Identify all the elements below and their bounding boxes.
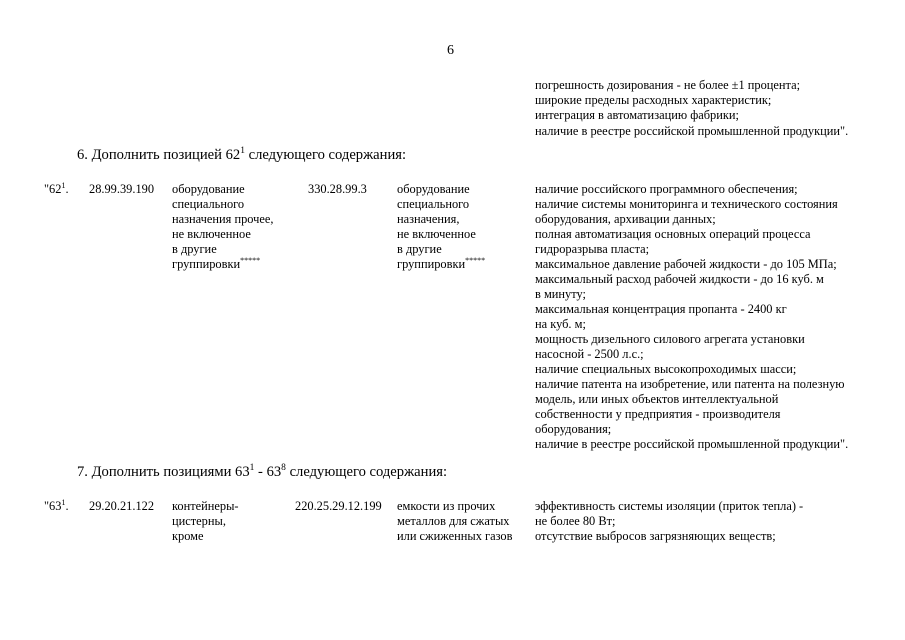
instruction-text: 6. Дополнить позицией 62: [77, 147, 241, 163]
page-number: 6: [447, 43, 454, 58]
requirement-line: максимальное давление рабочей жидкости - до 105 МПа;: [535, 257, 837, 271]
footnote-mark: *****: [465, 256, 486, 265]
requirement-line: оборудования, архивации данных;: [535, 212, 716, 226]
instruction-heading-6: [77, 146, 406, 164]
requirement-line: модель, или иных объектов интеллектуальной: [535, 392, 779, 406]
requirement-line: наличие системы мониторинга и технического состояния: [535, 197, 838, 211]
name-line: в другие: [172, 242, 217, 256]
name-line: цистерны,: [172, 514, 226, 528]
requirement-line: мощность дизельного силового агрегата установки: [535, 332, 805, 346]
requirement-line: наличие патента на изобретение, или патента на полезную: [535, 377, 845, 391]
second-code: 220.25.29.12.199: [295, 499, 382, 513]
position-number: [44, 182, 69, 197]
name-line: специального: [172, 197, 245, 211]
requirement-line: эффективность системы изоляции (приток тепла) -: [535, 499, 804, 513]
second-code: 330.28.99.3: [308, 182, 367, 196]
instruction-text: следующего содержания:: [285, 464, 448, 480]
position-text: "62: [44, 182, 62, 196]
requirement-line: насосной - 2500 л.с.;: [535, 347, 644, 361]
requirement-line: отсутствие выбросов загрязняющих веществ;: [535, 529, 776, 543]
okpd2-code: 28.99.39.190: [89, 182, 155, 196]
requirement-line: собственности у предприятия - производителя: [535, 407, 781, 421]
name-line: специального: [397, 197, 470, 211]
requirement-line: гидроразрыва пласта;: [535, 242, 650, 256]
requirement-line: на куб. м;: [535, 317, 586, 331]
position-number: [44, 499, 69, 514]
name-line: назначения,: [397, 212, 460, 226]
position-text: .: [65, 182, 69, 196]
requirement-line: максимальная концентрация пропанта - 2400 кг: [535, 302, 787, 316]
requirement-line: широкие пределы расходных характеристик;: [535, 93, 772, 107]
superscript: 1: [249, 463, 255, 473]
position-text: .: [65, 499, 69, 513]
superscript: 1: [61, 498, 66, 507]
requirement-line: максимальный расход рабочей жидкости - до 16 куб. м: [535, 272, 824, 286]
name-line: не включенное: [172, 227, 251, 241]
position-text: "63: [44, 499, 62, 513]
instruction-text: следующего содержания:: [244, 147, 407, 163]
footnote-mark: *****: [240, 256, 261, 265]
name-line: или сжиженных газов: [397, 529, 513, 543]
instruction-text: 7. Дополнить позициями 63: [77, 464, 250, 480]
instruction-heading-7: [77, 463, 447, 481]
requirement-line: полная автоматизация основных операций процесса: [535, 227, 811, 241]
name-line: [397, 257, 485, 272]
superscript: 8: [281, 463, 286, 473]
name-line: контейнеры-: [172, 499, 239, 513]
requirement-line: погрешность дозирования - не более ±1 процента;: [535, 78, 801, 92]
requirement-line: интеграция в автоматизацию фабрики;: [535, 108, 739, 122]
name-text: группировки: [172, 257, 241, 271]
superscript: 1: [240, 146, 245, 156]
name-line: металлов для сжатых: [397, 514, 510, 528]
okpd2-code: 29.20.21.122: [89, 499, 155, 513]
name-line: не включенное: [397, 227, 476, 241]
requirement-line: наличие в реестре российской промышленной продукции".: [535, 437, 849, 451]
requirement-line: не более 80 Вт;: [535, 514, 616, 528]
instruction-text: - 63: [254, 464, 282, 480]
superscript: 1: [61, 181, 66, 190]
requirement-line: наличие российского программного обеспечения;: [535, 182, 798, 196]
requirement-line: наличие специальных высокопроходимых шасси;: [535, 362, 797, 376]
requirement-line: наличие в реестре российской промышленной продукции".: [535, 124, 849, 138]
name-line: назначения прочее,: [172, 212, 274, 226]
name-line: оборудование: [397, 182, 470, 196]
name-line: оборудование: [172, 182, 245, 196]
requirement-line: в минуту;: [535, 287, 586, 301]
name-text: группировки: [397, 257, 466, 271]
name-line: емкости из прочих: [397, 499, 496, 513]
name-line: кроме: [172, 529, 204, 543]
name-line: [172, 257, 260, 272]
name-line: в другие: [397, 242, 442, 256]
requirement-line: оборудования;: [535, 422, 612, 436]
